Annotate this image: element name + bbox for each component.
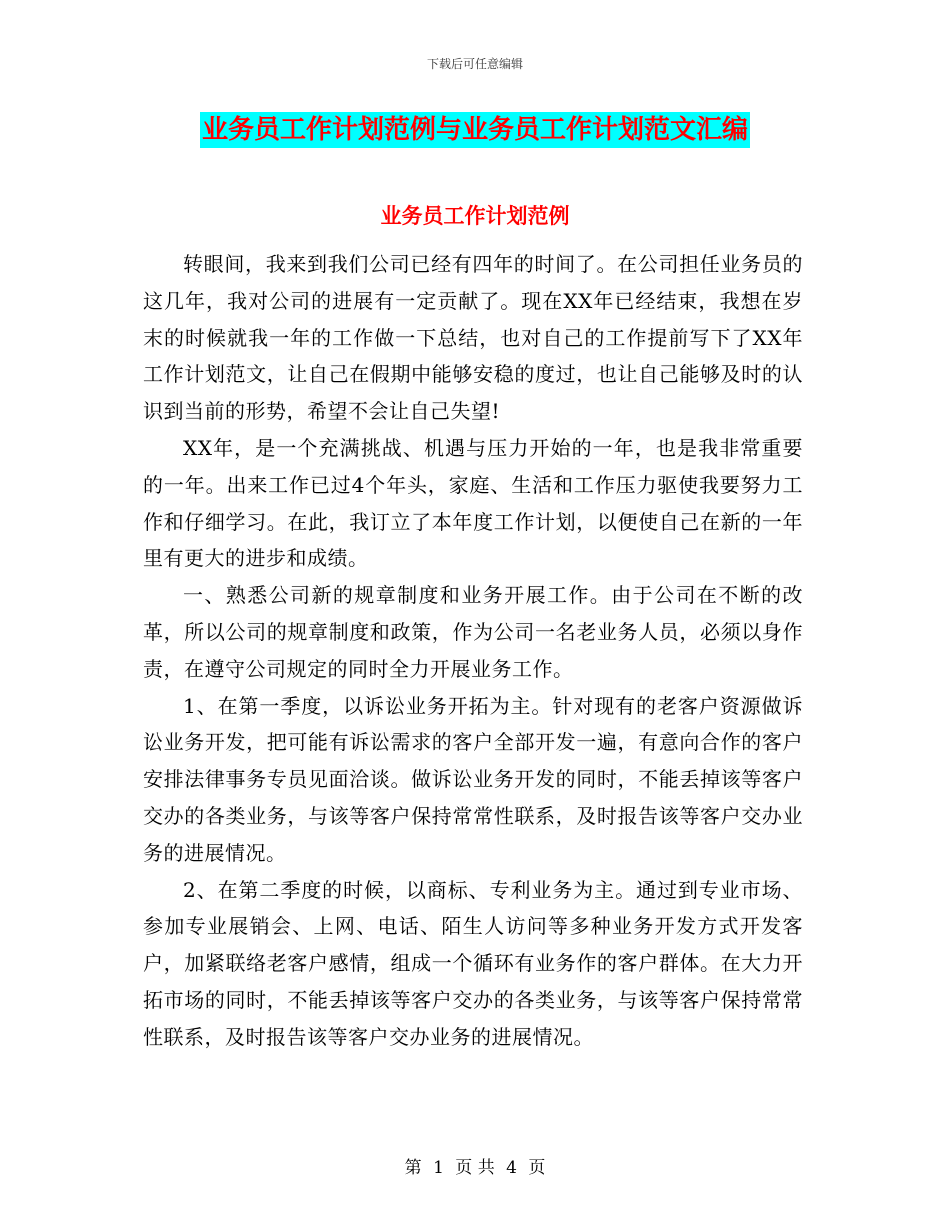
paragraph-3: 一、熟悉公司新的规章制度和业务开展工作。由于公司在不断的改革，所以公司的规章制度和政策，作为公司一名老业务人员，必须以身作责，在遵守公司规定的同时全力开展业务工作。 [143,583,803,681]
footer-page-suffix: 页 [528,1158,546,1178]
page-footer [0,1153,950,1178]
footer-page-middle: 页 共 [455,1158,495,1178]
section-title: 业务员工作计划范例 [380,203,570,228]
footer-page-prefix: 第 [404,1158,422,1178]
paragraph-2: XX年，是一个充满挑战、机遇与压力开始的一年，也是我非常重要的一年。出来工作已过4个年头，家庭、生活和工作压力驱使我要努力工作和仔细学习。在此，我订立了本年度工作计划，以便使自己在新的一年里有更大的进步和成绩。 [143,435,803,571]
paragraph-5: 2、在第二季度的时候，以商标、专利业务为主。通过到专业市场、参加专业展销会、上网、电话、陌生人访问等多种业务开发方式开发客户，加紧联络老客户感情，组成一个循环有业务作的客户群体。在大力开拓市场的同时，不能丢掉该等客户交办的各类业务，与该等客户保持常常性联系，及时报告该等客户交办业务的进展情况。 [143,877,803,1049]
main-title: 业务员工作计划范例与业务员工作计划范文汇编 [200,112,750,148]
paragraph-4: 1、在第一季度，以诉讼业务开拓为主。针对现有的老客户资源做诉讼业务开发，把可能有诉讼需求的客户全部开发一遍，有意向合作的客户安排法律事务专员见面洽谈。做诉讼业务开发的同时，不能丢掉该等客户交办的各类业务，与该等客户保持常常性联系，及时报告该等客户交办业务的进展情况。 [143,693,803,865]
footer-page-number: 1 [433,1158,444,1178]
footer-page-total: 4 [506,1158,517,1178]
main-title-container [0,112,950,148]
paragraph-1: 转眼间，我来到我们公司已经有四年的时间了。在公司担任业务员的这几年，我对公司的进展有一定贡献了。现在XX年已经结束，我想在岁末的时候就我一年的工作做一下总结，也对自己的工作提前写下了XX年工作计划范文，让自己在假期中能够安稳的度过，也让自己能够及时的认识到当前的形势，希望不会让自己失望! [143,252,803,424]
header-note: 下载后可任意编辑 [426,57,523,71]
document-body [143,246,803,1056]
